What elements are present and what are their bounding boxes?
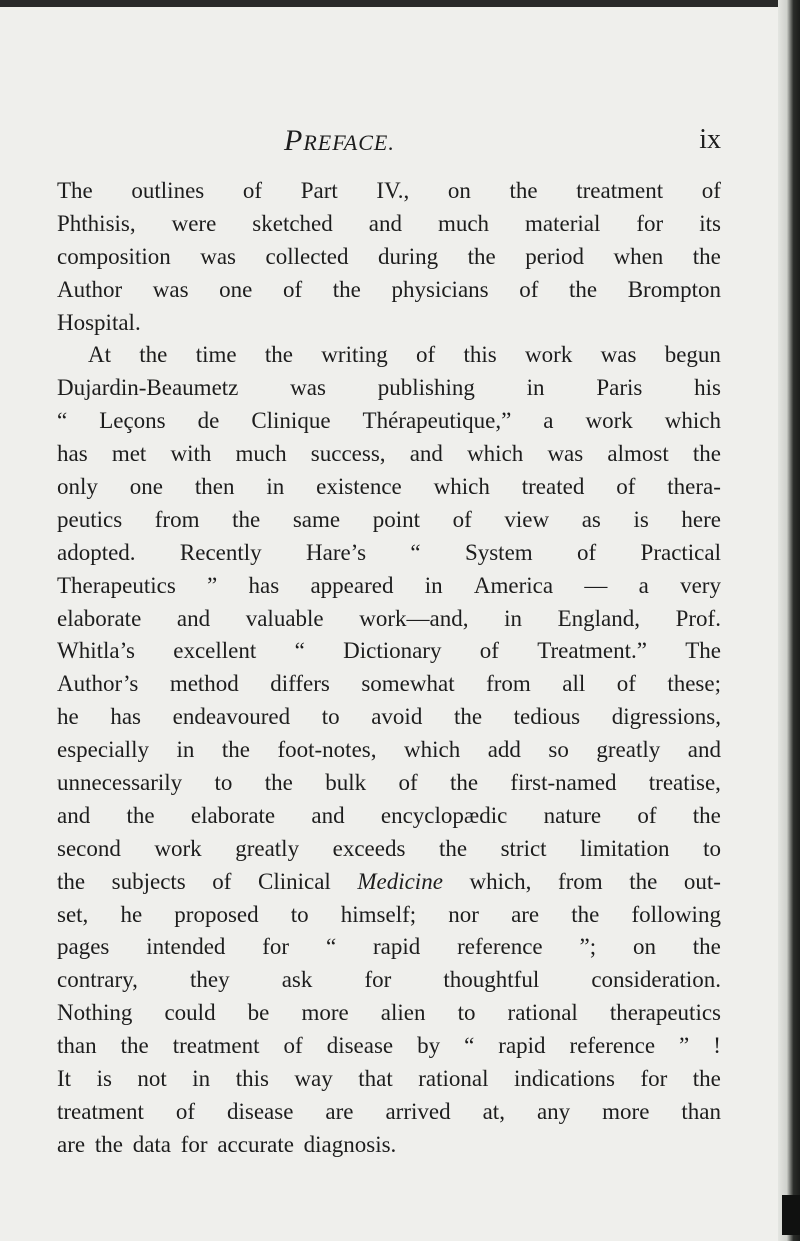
word: the — [467, 243, 496, 269]
word: — — [584, 572, 608, 598]
word: same — [292, 506, 341, 532]
word: treatment — [57, 1098, 144, 1124]
word: to — [703, 835, 721, 861]
word: collected — [265, 243, 349, 269]
word: way — [294, 1066, 333, 1092]
page-edge-mark — [782, 1195, 800, 1235]
paragraph-2-line-12 — [57, 701, 721, 734]
word: the — [438, 835, 468, 861]
word: at, — [482, 1098, 505, 1124]
word: point — [372, 506, 420, 532]
word: when — [613, 243, 664, 269]
word: peutics — [57, 506, 123, 532]
word: Dujardin-Beaumetz — [57, 375, 239, 401]
word: the — [692, 1066, 721, 1092]
word: ! — [713, 1033, 721, 1059]
word: rational — [507, 1000, 578, 1026]
paragraph-2-line-25 — [57, 1129, 721, 1162]
paragraph-2-line-2 — [57, 372, 721, 405]
word: At — [88, 342, 111, 368]
word: has — [110, 704, 141, 730]
word: the — [449, 770, 479, 796]
word: and — [57, 802, 91, 828]
paragraph-2-line-17 — [57, 866, 721, 899]
word: this — [463, 342, 497, 368]
word: of — [283, 1033, 303, 1059]
word: reference — [569, 1033, 656, 1059]
word: the — [629, 868, 658, 894]
word: on — [447, 178, 471, 203]
word: this — [235, 1066, 269, 1092]
word: Treatment.” — [537, 638, 647, 664]
word: the — [692, 934, 721, 960]
word: has — [57, 441, 88, 467]
word: rapid — [373, 934, 421, 960]
word: to — [290, 901, 309, 927]
running-title: PREFACE. — [284, 124, 395, 157]
word: not — [137, 1066, 167, 1092]
word: of — [577, 539, 597, 565]
word: nature — [543, 802, 602, 828]
word: the — [232, 506, 261, 532]
word: on — [632, 934, 656, 960]
word: very — [680, 572, 721, 598]
word: and — [368, 210, 402, 236]
word: indications — [514, 1066, 615, 1092]
word: contrary, — [57, 967, 138, 993]
word: one — [219, 276, 253, 302]
word: which — [664, 408, 721, 434]
word: much — [437, 210, 490, 236]
word: for — [640, 1066, 668, 1092]
word: to — [214, 770, 233, 796]
word: treated — [521, 474, 585, 500]
word: avoid — [371, 704, 423, 730]
word: Practical — [640, 539, 721, 565]
word: was — [290, 375, 326, 401]
word: tedious — [513, 704, 581, 730]
word: begun — [664, 342, 721, 368]
word: view — [504, 506, 550, 532]
word: publishing — [377, 375, 475, 401]
word: Whitla’s — [57, 638, 135, 664]
word: the — [692, 802, 721, 828]
word: greatly — [235, 835, 300, 861]
word: the — [264, 770, 293, 796]
paragraph-2-line-18 — [57, 899, 721, 932]
word: the — [569, 276, 598, 302]
word: Part — [300, 178, 338, 203]
paragraph-1-line-4 — [57, 274, 721, 307]
word: therapeutics — [609, 1000, 721, 1026]
word: the — [509, 178, 538, 203]
word: from — [486, 671, 531, 697]
word: existence — [316, 474, 402, 500]
word: disease — [326, 1033, 394, 1059]
word: was — [547, 441, 584, 467]
word: is — [96, 1066, 112, 1092]
word: IV., — [376, 178, 410, 203]
word: It — [57, 1066, 72, 1092]
word: appeared — [310, 572, 394, 598]
word: de — [197, 408, 220, 434]
paragraph-2-line-14 — [57, 767, 721, 800]
paragraph-2-line-21 — [57, 997, 721, 1030]
word: Author — [57, 276, 123, 302]
word: ” — [679, 1033, 690, 1059]
word: in — [504, 605, 522, 631]
word: method — [169, 671, 239, 697]
word: strict — [500, 835, 547, 861]
word: in — [424, 572, 443, 598]
paragraph-2-line-8 — [57, 570, 721, 603]
word: “ — [57, 408, 68, 434]
word: set, — [57, 901, 89, 927]
word: work — [585, 408, 633, 434]
word: endeavoured — [172, 704, 291, 730]
page-edge-shadow — [778, 0, 800, 1241]
word: reference — [457, 934, 543, 960]
word: work — [154, 835, 202, 861]
word: Hospital. — [57, 309, 141, 335]
word: subjects — [111, 868, 186, 894]
word: encyclopædic — [380, 802, 508, 828]
word: which — [467, 441, 524, 467]
word: in — [176, 737, 195, 763]
word: work — [525, 342, 573, 368]
word: by — [417, 1033, 441, 1059]
word: of — [616, 474, 636, 500]
word: Recently — [179, 539, 262, 565]
word: of — [519, 276, 539, 302]
word: which, — [469, 868, 532, 894]
word: of — [242, 178, 263, 203]
word: were — [171, 210, 217, 236]
word: following — [631, 901, 721, 927]
word: then — [194, 474, 235, 500]
word: Brompton — [627, 276, 721, 302]
paragraph-2-line-5 — [57, 471, 721, 504]
paragraph-2-line-20 — [57, 964, 721, 997]
word: more — [301, 1000, 349, 1026]
word: elaborate — [190, 802, 276, 828]
word: The — [685, 638, 721, 664]
word: Therapeutics — [57, 572, 176, 598]
word: outlines — [131, 178, 205, 203]
word: which — [433, 474, 490, 500]
word: much — [235, 441, 287, 467]
word: arrived — [385, 1098, 451, 1124]
word: disease — [227, 1098, 294, 1124]
paragraph-2-line-9 — [57, 603, 721, 636]
word: his — [694, 375, 721, 401]
word: second — [57, 835, 121, 861]
word: sketched — [252, 210, 333, 236]
paragraph-2-line-15 — [57, 800, 721, 833]
word: differs — [270, 671, 330, 697]
word: was — [600, 342, 637, 368]
word: that — [358, 1066, 393, 1092]
word: “ — [325, 934, 337, 960]
paragraph-1-line-1 — [57, 175, 721, 208]
word: is — [633, 506, 649, 532]
word: here — [681, 506, 721, 532]
preface-body — [57, 175, 721, 1162]
word: first-named — [510, 770, 617, 796]
word: limitation — [580, 835, 670, 861]
word: with — [170, 441, 212, 467]
paragraph-2-line-7 — [57, 537, 721, 570]
word: during — [378, 243, 439, 269]
paragraph-2-line-10 — [57, 635, 721, 668]
word: to — [457, 1000, 476, 1026]
word: of — [175, 1098, 196, 1124]
word: Medicine — [357, 868, 443, 894]
word: the — [264, 342, 293, 368]
paragraph-2-line-11 — [57, 668, 721, 701]
word: Phthisis, — [57, 210, 136, 236]
word: rapid — [498, 1033, 546, 1059]
word: he — [120, 901, 143, 927]
word: of — [416, 342, 436, 368]
paragraph-2-line-4 — [57, 438, 721, 471]
word: foot-notes, — [277, 737, 377, 763]
word: for — [364, 967, 392, 993]
word: was — [200, 243, 237, 269]
word: and — [176, 605, 211, 631]
word: Dictionary — [343, 638, 442, 664]
word: which — [403, 737, 461, 763]
word: add — [487, 737, 521, 763]
word: the — [126, 802, 155, 828]
paragraph-2-line-19 — [57, 931, 721, 964]
word: the — [94, 1131, 133, 1157]
word: alien — [380, 1000, 426, 1026]
word: writing — [321, 342, 388, 368]
word: especially — [57, 737, 149, 763]
paragraph-2-line-6 — [57, 504, 721, 537]
word: the — [453, 704, 483, 730]
word: nor — [448, 901, 479, 927]
word: of — [479, 638, 499, 664]
word: thera- — [667, 474, 721, 500]
page-number: ix — [699, 124, 721, 155]
word: and — [687, 737, 721, 763]
word: from — [557, 868, 603, 894]
word: treatise, — [648, 770, 721, 796]
word: data — [132, 1131, 181, 1157]
word: somewhat — [361, 671, 455, 697]
word: treatment — [172, 1033, 260, 1059]
paragraph-2-line-23 — [57, 1063, 721, 1096]
word: than — [681, 1098, 721, 1124]
word: “ — [464, 1033, 475, 1059]
word: are — [57, 1131, 95, 1157]
paragraph-1-line-3 — [57, 241, 721, 274]
word: material — [525, 210, 601, 236]
word: The — [57, 178, 93, 203]
word: than — [57, 1033, 97, 1059]
word: any — [536, 1098, 571, 1124]
word: has — [248, 572, 280, 598]
word: the — [692, 243, 721, 269]
word: of — [398, 770, 418, 796]
word: so — [548, 737, 569, 763]
word: greatly — [596, 737, 661, 763]
word: one — [129, 474, 163, 500]
word: of — [283, 276, 303, 302]
word: the — [57, 868, 86, 894]
word: pages — [57, 934, 110, 960]
word: for — [262, 934, 290, 960]
word: Author’s — [57, 671, 139, 697]
word: these; — [667, 671, 721, 697]
word: ”; — [579, 934, 597, 960]
word: Prof. — [675, 605, 721, 631]
word: bulk — [325, 770, 367, 796]
word: met — [111, 441, 147, 467]
word: more — [602, 1098, 650, 1124]
word: and — [311, 802, 345, 828]
word: only — [57, 474, 98, 500]
word: System — [464, 539, 533, 565]
word: exceeds — [332, 835, 406, 861]
word: the — [221, 737, 250, 763]
paragraph-1-line-5 — [57, 307, 721, 340]
running-head — [57, 124, 721, 164]
word: for — [180, 1131, 218, 1157]
word: the — [139, 342, 168, 368]
paragraph-2-line-16 — [57, 833, 721, 866]
word: intended — [146, 934, 226, 960]
word: diagnosis. — [303, 1131, 397, 1157]
word: all — [562, 671, 586, 697]
word: was — [152, 276, 189, 302]
paragraph-2-line-24 — [57, 1096, 721, 1129]
word: Paris — [596, 375, 643, 401]
word: a — [543, 408, 554, 434]
word: he — [57, 704, 79, 730]
word: of — [616, 671, 636, 697]
word: could — [164, 1000, 216, 1026]
word: himself; — [340, 901, 417, 927]
word: are — [325, 1098, 354, 1124]
word: period — [525, 243, 584, 269]
word: Nothing — [57, 1000, 133, 1026]
word: Thérapeutique,” — [362, 408, 512, 434]
word: excellent — [173, 638, 257, 664]
word: the — [332, 276, 361, 302]
word: a — [638, 572, 649, 598]
word: the — [692, 441, 721, 467]
word: as — [581, 506, 601, 532]
word: to — [321, 704, 340, 730]
top-edge-shadow — [0, 0, 800, 7]
word: “ — [410, 539, 421, 565]
paragraph-1-line-2 — [57, 208, 721, 241]
word: time — [195, 342, 237, 368]
word: consideration. — [591, 967, 721, 993]
word: are — [511, 901, 540, 927]
word: Leçons — [99, 408, 166, 434]
paragraph-2-line-1 — [57, 339, 721, 372]
word: be — [247, 1000, 270, 1026]
word: unnecessarily — [57, 770, 183, 796]
word: in — [192, 1066, 211, 1092]
word: almost — [607, 441, 669, 467]
word: and — [409, 441, 443, 467]
word: digressions, — [611, 704, 721, 730]
word: Hare’s — [306, 539, 367, 565]
word: valuable — [245, 605, 324, 631]
word: the — [571, 901, 600, 927]
paragraph-2-line-22 — [57, 1030, 721, 1063]
word: thoughtful — [443, 967, 540, 993]
word: out- — [683, 868, 721, 894]
word: from — [154, 506, 200, 532]
word: in — [266, 474, 285, 500]
word: “ — [294, 638, 305, 664]
word: ask — [281, 967, 313, 993]
paragraph-2-line-13 — [57, 734, 721, 767]
word: of — [637, 802, 657, 828]
word: work—and, — [359, 605, 469, 631]
word: accurate — [217, 1131, 304, 1157]
word: treatment — [576, 178, 664, 203]
word: success, — [310, 441, 386, 467]
word: England, — [557, 605, 640, 631]
paragraph-2-line-3 — [57, 405, 721, 438]
word: ” — [207, 572, 218, 598]
word: adopted. — [57, 539, 136, 565]
word: the — [120, 1033, 149, 1059]
word: proposed — [174, 901, 259, 927]
word: of — [452, 506, 472, 532]
word: elaborate — [57, 605, 142, 631]
word: for — [636, 210, 664, 236]
word: they — [189, 967, 230, 993]
word: rational — [418, 1066, 489, 1092]
word: composition — [57, 243, 171, 269]
word: its — [699, 210, 721, 236]
word: of — [701, 178, 721, 203]
word: of — [212, 868, 232, 894]
word: America — [473, 572, 554, 598]
word: in — [526, 375, 545, 401]
word: Clinical — [257, 868, 331, 894]
word: Clinique — [251, 408, 331, 434]
word: physicians — [391, 276, 489, 302]
